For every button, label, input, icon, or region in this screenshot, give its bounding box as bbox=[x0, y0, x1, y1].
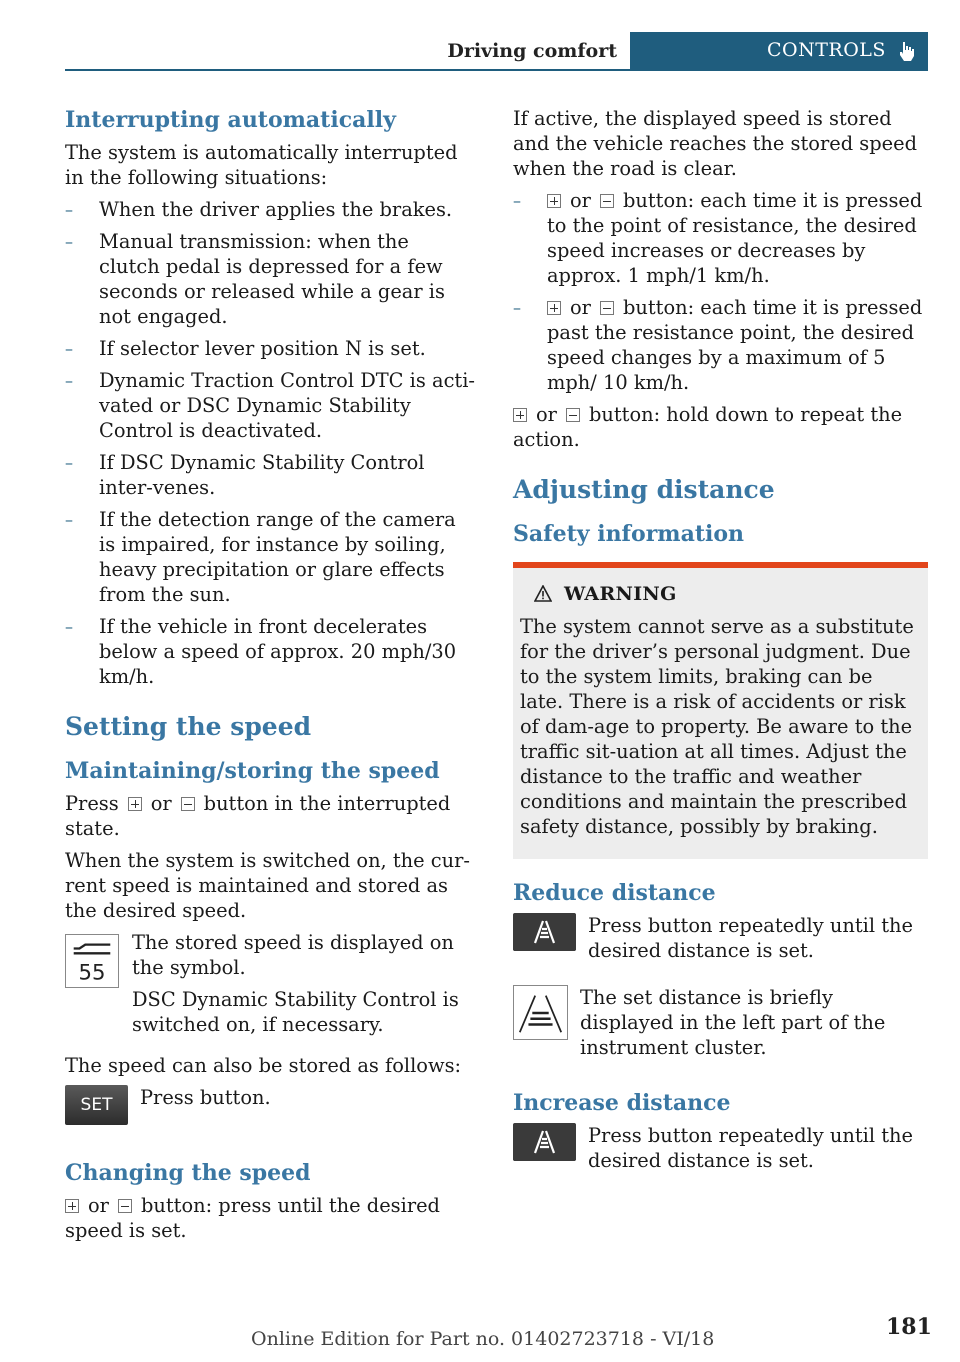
minus-icon bbox=[600, 194, 614, 208]
heading-adjusting-distance: Adjusting distance bbox=[513, 475, 775, 504]
increase-distance-row bbox=[513, 1123, 928, 1183]
reduce-distance-row bbox=[513, 913, 928, 985]
header-rule bbox=[65, 69, 928, 71]
list-item: – Manual transmission: when the clutch pedal is depressed for a few seconds or released while a gear is not engaged. bbox=[65, 229, 475, 329]
hold-text: button: hold down to repeat the action. bbox=[513, 403, 903, 451]
reduce-distance-button[interactable] bbox=[513, 913, 576, 951]
set-distance-row bbox=[513, 985, 928, 1081]
active-text: If active, the displayed speed is stored and the vehicle reaches the stored speed when the road is clear. bbox=[513, 107, 917, 180]
list-item: – Dynamic Traction Control DTC is acti-vated or DSC Dynamic Stability Control is deactivated. bbox=[65, 368, 475, 443]
list-item: – If the detection range of the camera is impaired, for instance by soiling, heavy precipitation or glare effects from the sun. bbox=[65, 507, 475, 607]
cruise-speed-symbol-icon bbox=[65, 934, 119, 988]
header-chapter-label: CONTROLS bbox=[767, 39, 886, 61]
heading-setting-speed: Setting the speed bbox=[65, 712, 312, 741]
press-word: Press bbox=[65, 792, 119, 815]
changing-instruction bbox=[65, 1193, 475, 1243]
set-distance-text: The set distance is briefly displayed in the left part of the instrument cluster. bbox=[580, 986, 886, 1059]
or-word: or bbox=[570, 296, 591, 319]
heading-increase-distance: Increase distance bbox=[513, 1090, 731, 1116]
also-stored-text: The speed can also be stored as follows: bbox=[65, 1054, 462, 1077]
interrupt-list bbox=[65, 197, 475, 689]
interrupt-intro: The system is automatically interrupted in the following situations: bbox=[65, 141, 458, 189]
plus-icon bbox=[547, 194, 561, 208]
minus-icon bbox=[600, 301, 614, 315]
list-item: – If selector lever position N is set. bbox=[65, 336, 475, 361]
plus-icon bbox=[128, 797, 142, 811]
heading-reduce-distance: Reduce distance bbox=[513, 880, 716, 906]
footer-edition: Online Edition for Part no. 01402723718 - VI/18 bbox=[251, 1328, 715, 1350]
list-item: – If the vehicle in front decelerates below a speed of approx. 20 mph/30 km/h. bbox=[65, 614, 475, 689]
set-button[interactable]: SET bbox=[65, 1085, 128, 1125]
list-item: – When the driver applies the brakes. bbox=[65, 197, 475, 222]
button-list bbox=[513, 188, 928, 395]
list-item bbox=[513, 295, 928, 395]
plus-icon bbox=[547, 301, 561, 315]
warning-triangle-icon bbox=[534, 585, 552, 602]
warning-heading bbox=[520, 582, 921, 607]
warning-text: The system cannot serve as a substitute for the driver’s personal judgment. Due to the system limits, braking can be late. There is a risk of accidents or risk of dam-age to property. Be aware to the traffic sit-uation at all times. Adjust the distance to the traffic and weather conditions and maintain the prescribed safety distance, possibly by braking. bbox=[520, 615, 914, 838]
heading-interrupting: Interrupting automatically bbox=[65, 107, 396, 133]
dsc-switched-text-a bbox=[65, 987, 475, 1037]
stored-displayed-text: The stored speed is displayed on the symbol. bbox=[132, 931, 454, 979]
dsc-switched-text: DSC Dynamic Stability Control is switched on, if necessary. bbox=[132, 988, 459, 1036]
item1-text: button: each time it is pressed to the point of resistance, the desired speed increases or decreases by approx. 1 mph/1 km/h. bbox=[547, 189, 923, 287]
or-word: or bbox=[150, 792, 172, 815]
or-word: or bbox=[88, 1194, 109, 1217]
list-item bbox=[513, 188, 928, 288]
minus-icon bbox=[181, 797, 195, 811]
press-instruction bbox=[65, 791, 475, 841]
header-chapter-tab bbox=[630, 32, 928, 70]
distance-display-icon bbox=[513, 985, 568, 1040]
warning-box bbox=[513, 562, 928, 859]
page-number: 181 bbox=[886, 1314, 932, 1340]
heading-maintaining: Maintaining/storing the speed bbox=[65, 758, 440, 784]
or-word: or bbox=[536, 403, 557, 426]
minus-icon bbox=[118, 1199, 132, 1213]
header-section-title: Driving comfort bbox=[447, 40, 617, 62]
heading-changing: Changing the speed bbox=[65, 1160, 311, 1186]
switched-on-text: When the system is switched on, the cur-rent speed is maintained and stored as the desired speed. bbox=[65, 849, 470, 922]
plus-icon bbox=[513, 408, 527, 422]
list-item: – If DSC Dynamic Stability Control inter-venes. bbox=[65, 450, 475, 500]
warning-title: WARNING bbox=[564, 583, 677, 605]
hand-pointer-icon bbox=[897, 40, 917, 62]
reduce-text: Press button repeatedly until the desired distance is set. bbox=[588, 914, 913, 962]
increase-text: Press button repeatedly until the desired distance is set. bbox=[588, 1124, 913, 1172]
symbol-speed-value: 55 bbox=[78, 959, 106, 985]
plus-icon bbox=[65, 1199, 79, 1213]
minus-icon bbox=[566, 408, 580, 422]
or-word: or bbox=[570, 189, 591, 212]
right-column bbox=[513, 106, 928, 1183]
increase-distance-button[interactable] bbox=[513, 1123, 576, 1161]
press-button-text: Press button. bbox=[140, 1086, 271, 1109]
set-button-row bbox=[65, 1085, 475, 1147]
left-column bbox=[65, 106, 475, 1250]
changing-rest: button: press until the desired speed is set. bbox=[65, 1194, 440, 1242]
heading-safety-information: Safety information bbox=[513, 521, 745, 547]
page-header bbox=[0, 0, 960, 72]
press-rest: button in the interrupted state. bbox=[65, 792, 451, 840]
hold-instruction bbox=[513, 402, 928, 452]
item2-text: button: each time it is pressed past the resistance point, the desired speed changes by a maximum of 5 mph/ 10 km/h. bbox=[547, 296, 923, 394]
speed-symbol-row bbox=[65, 930, 475, 1037]
